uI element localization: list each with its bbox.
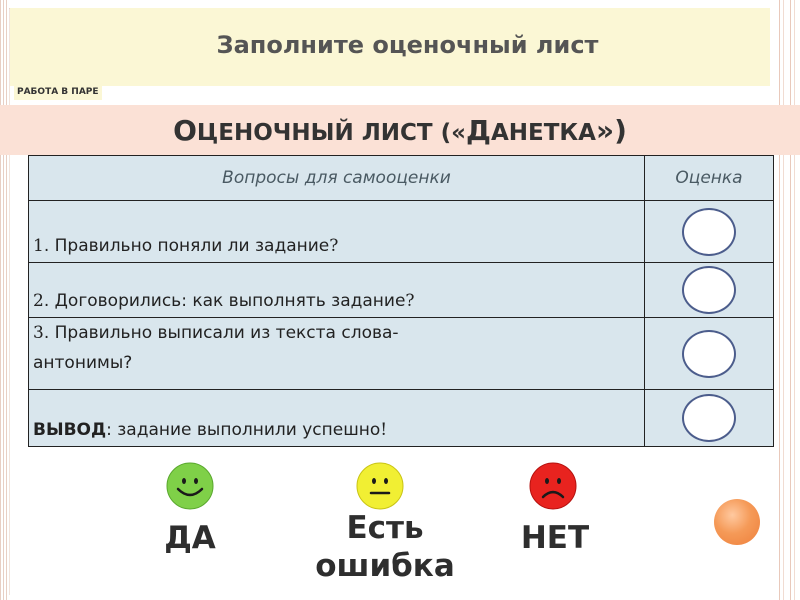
- question-cell: [29, 201, 645, 263]
- answer-no-label: НЕТ: [520, 520, 590, 556]
- conclusion-label: ВЫВОД: [33, 420, 107, 440]
- banner-close: »): [596, 114, 627, 147]
- question-number: 2: [33, 291, 44, 311]
- rating-oval[interactable]: [682, 208, 736, 256]
- neutral-face-icon: [355, 461, 405, 511]
- column-header-rating: Оценка: [645, 156, 774, 201]
- answer-yes-label: ДА: [164, 520, 216, 556]
- answer-mistake-line-2: ошибка: [315, 548, 455, 584]
- rating-cell[interactable]: [645, 390, 774, 447]
- rating-oval[interactable]: [682, 394, 736, 442]
- rating-oval[interactable]: [682, 266, 736, 314]
- banner-letter-d: Д: [466, 114, 491, 147]
- table-row: [29, 263, 774, 318]
- question-text: . Договорились: как выполнять задание: [43, 291, 406, 311]
- conclusion-mark: !: [380, 420, 388, 440]
- rating-cell[interactable]: [645, 318, 774, 390]
- conclusion-text: : задание выполнили успешно: [106, 420, 381, 440]
- banner-letter-o: О: [173, 114, 197, 147]
- question-text-line-2: антонимы?: [33, 353, 133, 373]
- table-row: [29, 390, 774, 447]
- question-mark: ?: [405, 291, 415, 311]
- decorative-orange-circle: [714, 499, 760, 545]
- banner-part-2: АНЕТКА: [490, 120, 596, 146]
- question-mark: ?: [329, 236, 339, 256]
- rating-oval[interactable]: [682, 330, 736, 378]
- table-row: [29, 201, 774, 263]
- self-assessment-table: [28, 155, 774, 447]
- table-row: [29, 318, 774, 390]
- question-text: . Правильно поняли ли задание: [43, 236, 330, 256]
- answer-mistake-label: [310, 509, 460, 585]
- question-text-line-1: . Правильно выписали из текста слова-: [43, 323, 399, 343]
- left-decorative-stripe: [0, 0, 9, 600]
- happy-face-icon: [165, 461, 215, 511]
- banner-part-1: ЦЕНОЧНЫЙ ЛИСТ («: [196, 120, 466, 146]
- answer-mistake-line-1: Есть: [346, 510, 424, 546]
- conclusion-cell: [29, 390, 645, 447]
- slide-title: Заполните оценочный лист: [216, 31, 599, 59]
- question-cell: [29, 318, 645, 390]
- column-header-questions: Вопросы для самооценки: [29, 156, 645, 201]
- rating-cell[interactable]: [645, 263, 774, 318]
- right-decorative-stripe: [773, 0, 800, 600]
- question-cell: [29, 263, 645, 318]
- banner-heading: [0, 106, 800, 160]
- rating-cell[interactable]: [645, 201, 774, 263]
- question-number: 1: [33, 236, 44, 256]
- question-number: 3: [33, 323, 44, 343]
- pair-work-label: РАБОТА В ПАРЕ: [14, 84, 102, 100]
- table-header-row: [29, 156, 774, 201]
- sad-face-icon: [528, 461, 578, 511]
